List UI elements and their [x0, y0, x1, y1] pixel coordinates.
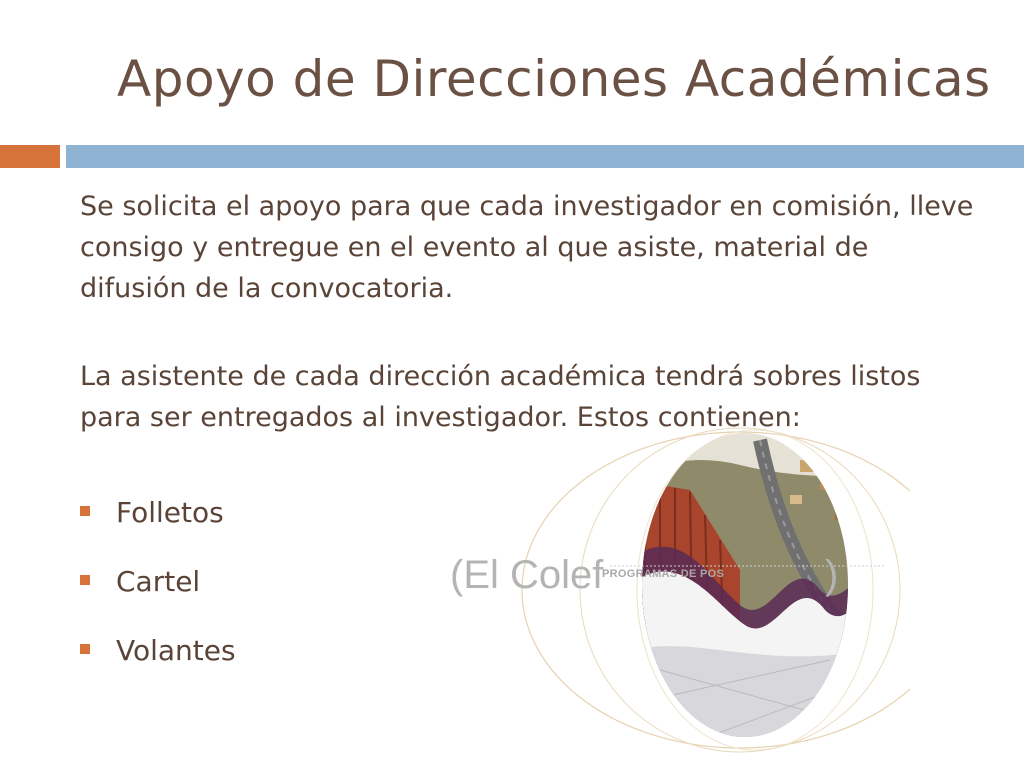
- bullet-square-icon: [80, 575, 90, 585]
- logo-subtitle: PROGRAMAS DE POS: [602, 568, 725, 580]
- bullet-text: Cartel: [116, 565, 201, 598]
- bullet-square-icon: [80, 644, 90, 654]
- logo-closing-paren: ): [825, 553, 839, 597]
- bullet-text: Volantes: [116, 634, 236, 667]
- bullet-item: [80, 478, 236, 547]
- logo-name-text: (El Colef: [450, 553, 604, 597]
- bullet-list: [80, 478, 236, 685]
- paragraph-request: Se solicita el apoyo para que cada investigador en comisión, lleve consigo y entregue en el evento al que asiste, material de difusión de la convocatoria.: [80, 191, 974, 304]
- accent-bar-blue: [66, 145, 1024, 168]
- bullet-item: [80, 616, 236, 685]
- bullet-text: Folletos: [116, 496, 224, 529]
- paragraph-envelopes: La asistente de cada dirección académica tendrá sobres listos para ser entregados al investigador. Estos contienen:: [80, 361, 921, 433]
- accent-bar-orange: [0, 145, 60, 168]
- slide-title: Apoyo de Direcciones Académicas: [117, 50, 991, 108]
- bullet-square-icon: [80, 506, 90, 516]
- bullet-item: [80, 547, 236, 616]
